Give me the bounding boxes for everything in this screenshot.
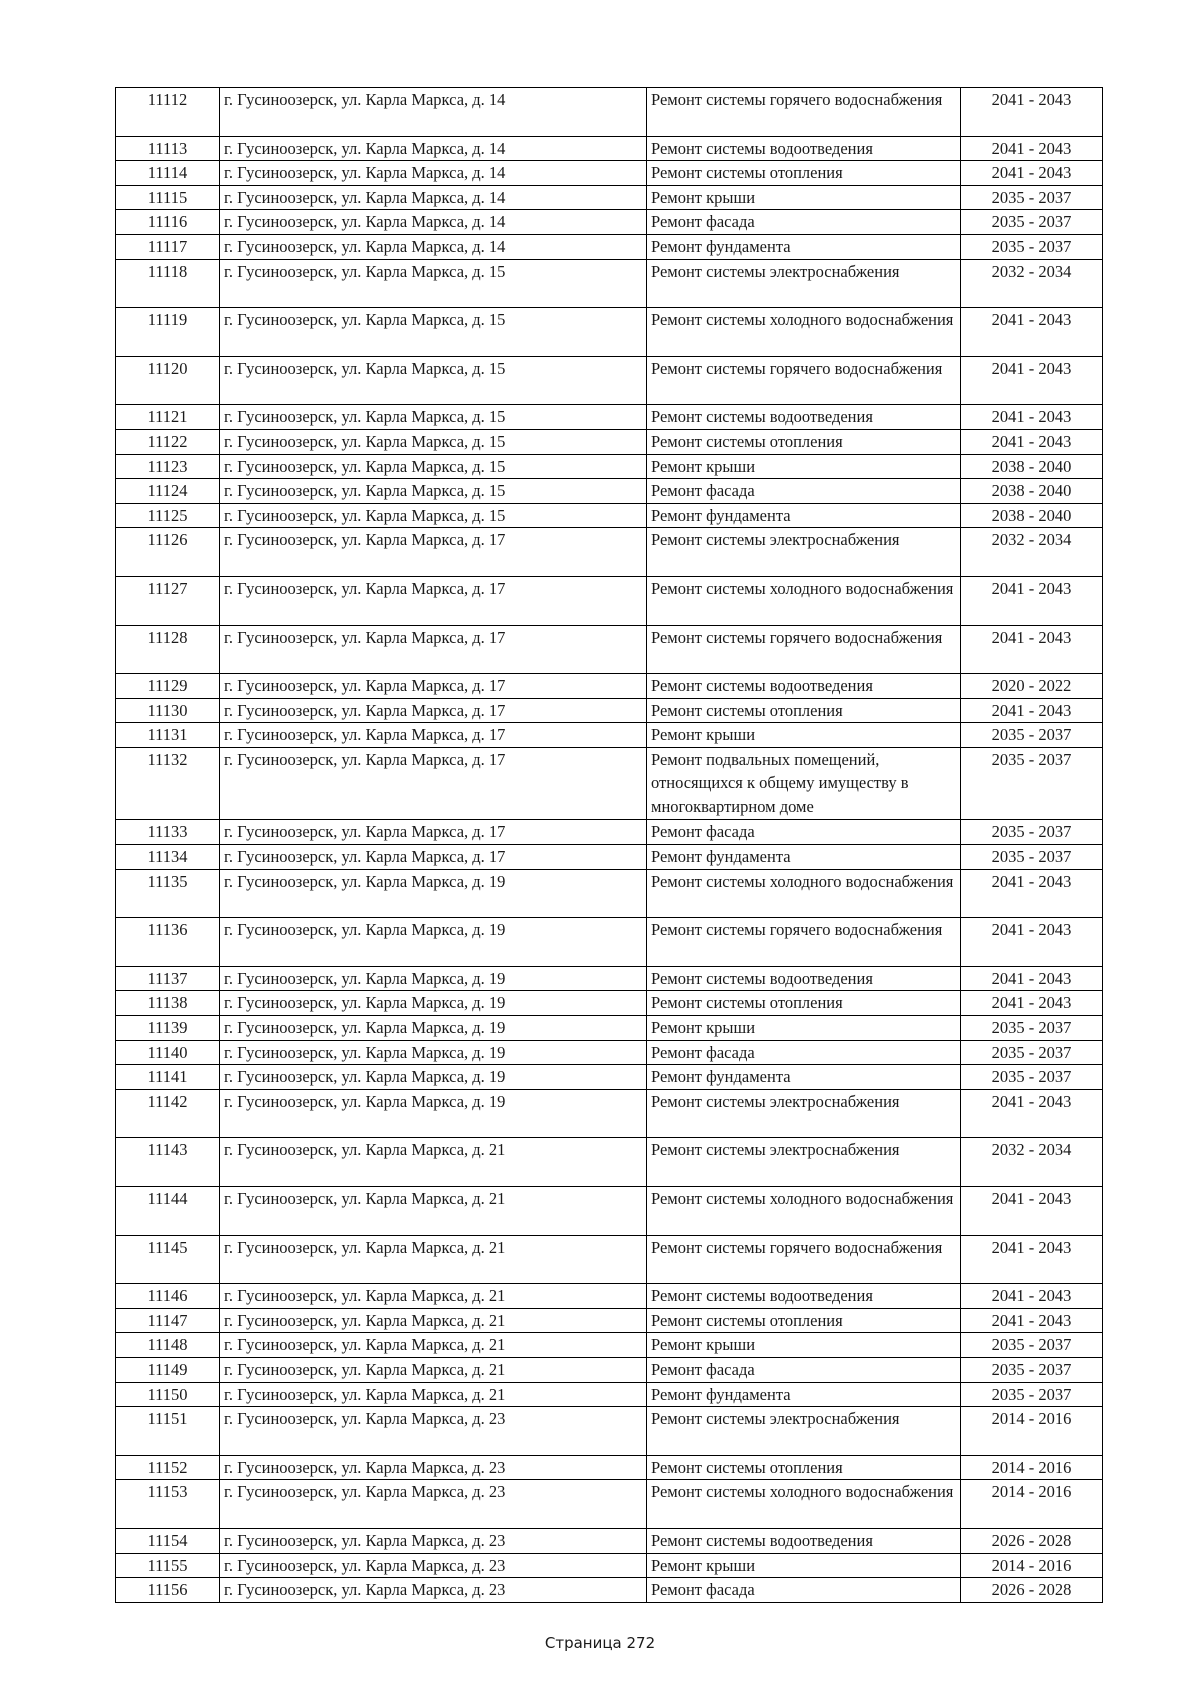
row-number: 11120: [116, 356, 220, 405]
row-address: г. Гусиноозерск, ул. Карла Маркса, д. 14: [220, 136, 647, 161]
row-work-type: Ремонт системы холодного водоснабжения: [647, 576, 961, 625]
row-number: 11124: [116, 479, 220, 504]
row-period: 2041 - 2043: [961, 625, 1103, 674]
row-work-type: Ремонт системы водоотведения: [647, 966, 961, 991]
table-body: [116, 88, 1103, 1603]
row-work-type: Ремонт крыши: [647, 1553, 961, 1578]
row-work-type: Ремонт системы электроснабжения: [647, 528, 961, 577]
row-address: г. Гусиноозерск, ул. Карла Маркса, д. 14: [220, 185, 647, 210]
row-address: г. Гусиноозерск, ул. Карла Маркса, д. 21: [220, 1308, 647, 1333]
row-period: 2041 - 2043: [961, 1308, 1103, 1333]
row-period: 2038 - 2040: [961, 503, 1103, 528]
row-period: 2041 - 2043: [961, 1235, 1103, 1284]
row-period: 2041 - 2043: [961, 88, 1103, 137]
row-work-type: Ремонт фасада: [647, 479, 961, 504]
table-row: [116, 698, 1103, 723]
row-number: 11153: [116, 1480, 220, 1529]
table-row: [116, 1235, 1103, 1284]
row-address: г. Гусиноозерск, ул. Карла Маркса, д. 14: [220, 210, 647, 235]
row-work-type: Ремонт системы водоотведения: [647, 674, 961, 699]
table-row: [116, 674, 1103, 699]
row-period: 2014 - 2016: [961, 1480, 1103, 1529]
row-work-type: Ремонт фундамента: [647, 234, 961, 259]
table-row: [116, 1357, 1103, 1382]
row-number: 11114: [116, 161, 220, 186]
row-period: 2032 - 2034: [961, 259, 1103, 308]
table-row: [116, 1040, 1103, 1065]
row-number: 11126: [116, 528, 220, 577]
row-number: 11122: [116, 429, 220, 454]
table-row: [116, 210, 1103, 235]
row-address: г. Гусиноозерск, ул. Карла Маркса, д. 21: [220, 1187, 647, 1236]
table-row: [116, 966, 1103, 991]
row-period: 2035 - 2037: [961, 820, 1103, 845]
row-number: 11131: [116, 723, 220, 748]
table-row: [116, 1578, 1103, 1603]
row-address: г. Гусиноозерск, ул. Карла Маркса, д. 19: [220, 1016, 647, 1041]
page-number: Страница 272: [544, 1634, 656, 1652]
row-address: г. Гусиноозерск, ул. Карла Маркса, д. 15: [220, 454, 647, 479]
row-address: г. Гусиноозерск, ул. Карла Маркса, д. 19: [220, 1089, 647, 1138]
row-address: г. Гусиноозерск, ул. Карла Маркса, д. 21: [220, 1235, 647, 1284]
table-row: [116, 136, 1103, 161]
repair-schedule-table: [115, 87, 1103, 1603]
row-period: 2032 - 2034: [961, 528, 1103, 577]
table-row: [116, 991, 1103, 1016]
row-period: 2041 - 2043: [961, 308, 1103, 357]
row-period: 2014 - 2016: [961, 1455, 1103, 1480]
row-period: 2041 - 2043: [961, 405, 1103, 430]
table-row: [116, 1284, 1103, 1309]
row-work-type: Ремонт системы горячего водоснабжения: [647, 88, 961, 137]
row-number: 11144: [116, 1187, 220, 1236]
row-work-type: Ремонт системы электроснабжения: [647, 1138, 961, 1187]
table-row: [116, 356, 1103, 405]
row-work-type: Ремонт подвальных помещений, относящихся к общему имуществу в многоквартирном доме: [647, 747, 961, 820]
table-row: [116, 1480, 1103, 1529]
row-number: 11128: [116, 625, 220, 674]
row-work-type: Ремонт фундамента: [647, 503, 961, 528]
row-number: 11140: [116, 1040, 220, 1065]
row-address: г. Гусиноозерск, ул. Карла Маркса, д. 14: [220, 88, 647, 137]
row-address: г. Гусиноозерск, ул. Карла Маркса, д. 15: [220, 479, 647, 504]
table-row: [116, 1187, 1103, 1236]
row-address: г. Гусиноозерск, ул. Карла Маркса, д. 17: [220, 674, 647, 699]
row-address: г. Гусиноозерск, ул. Карла Маркса, д. 19: [220, 918, 647, 967]
row-number: 11136: [116, 918, 220, 967]
row-number: 11152: [116, 1455, 220, 1480]
table-row: [116, 1333, 1103, 1358]
table-row: [116, 1016, 1103, 1041]
row-address: г. Гусиноозерск, ул. Карла Маркса, д. 21: [220, 1333, 647, 1358]
row-address: г. Гусиноозерск, ул. Карла Маркса, д. 23: [220, 1407, 647, 1456]
row-address: г. Гусиноозерск, ул. Карла Маркса, д. 14: [220, 234, 647, 259]
row-number: 11133: [116, 820, 220, 845]
row-period: 2026 - 2028: [961, 1578, 1103, 1603]
row-period: 2041 - 2043: [961, 1187, 1103, 1236]
row-work-type: Ремонт системы холодного водоснабжения: [647, 1187, 961, 1236]
row-number: 11119: [116, 308, 220, 357]
table-row: [116, 747, 1103, 820]
row-work-type: Ремонт системы холодного водоснабжения: [647, 308, 961, 357]
row-address: г. Гусиноозерск, ул. Карла Маркса, д. 17: [220, 528, 647, 577]
table-row: [116, 161, 1103, 186]
row-period: 2035 - 2037: [961, 1333, 1103, 1358]
row-number: 11125: [116, 503, 220, 528]
table-row: [116, 576, 1103, 625]
table-row: [116, 405, 1103, 430]
row-address: г. Гусиноозерск, ул. Карла Маркса, д. 17: [220, 625, 647, 674]
row-address: г. Гусиноозерск, ул. Карла Маркса, д. 23: [220, 1578, 647, 1603]
row-address: г. Гусиноозерск, ул. Карла Маркса, д. 19: [220, 1065, 647, 1090]
row-work-type: Ремонт системы электроснабжения: [647, 1407, 961, 1456]
row-work-type: Ремонт крыши: [647, 723, 961, 748]
row-work-type: Ремонт системы отопления: [647, 1455, 961, 1480]
row-period: 2041 - 2043: [961, 1284, 1103, 1309]
row-work-type: Ремонт фасада: [647, 1578, 961, 1603]
row-period: 2035 - 2037: [961, 1065, 1103, 1090]
row-number: 11137: [116, 966, 220, 991]
row-address: г. Гусиноозерск, ул. Карла Маркса, д. 17: [220, 698, 647, 723]
row-period: 2035 - 2037: [961, 723, 1103, 748]
table-row: [116, 1455, 1103, 1480]
row-number: 11130: [116, 698, 220, 723]
row-number: 11145: [116, 1235, 220, 1284]
row-period: 2035 - 2037: [961, 1040, 1103, 1065]
row-address: г. Гусиноозерск, ул. Карла Маркса, д. 19: [220, 966, 647, 991]
row-address: г. Гусиноозерск, ул. Карла Маркса, д. 15: [220, 503, 647, 528]
row-number: 11156: [116, 1578, 220, 1603]
row-work-type: Ремонт системы холодного водоснабжения: [647, 869, 961, 918]
table-row: [116, 259, 1103, 308]
table-row: [116, 869, 1103, 918]
row-number: 11121: [116, 405, 220, 430]
row-address: г. Гусиноозерск, ул. Карла Маркса, д. 21: [220, 1284, 647, 1309]
row-number: 11123: [116, 454, 220, 479]
table-row: [116, 1138, 1103, 1187]
row-address: г. Гусиноозерск, ул. Карла Маркса, д. 23: [220, 1480, 647, 1529]
row-address: г. Гусиноозерск, ул. Карла Маркса, д. 23: [220, 1455, 647, 1480]
table-row: [116, 625, 1103, 674]
row-address: г. Гусиноозерск, ул. Карла Маркса, д. 14: [220, 161, 647, 186]
row-period: 2041 - 2043: [961, 698, 1103, 723]
table-row: [116, 503, 1103, 528]
row-address: г. Гусиноозерск, ул. Карла Маркса, д. 17: [220, 820, 647, 845]
row-period: 2041 - 2043: [961, 966, 1103, 991]
row-work-type: Ремонт системы отопления: [647, 161, 961, 186]
row-number: 11116: [116, 210, 220, 235]
row-address: г. Гусиноозерск, ул. Карла Маркса, д. 21: [220, 1357, 647, 1382]
table-row: [116, 479, 1103, 504]
row-address: г. Гусиноозерск, ул. Карла Маркса, д. 19: [220, 1040, 647, 1065]
table-row: [116, 845, 1103, 870]
row-address: г. Гусиноозерск, ул. Карла Маркса, д. 17: [220, 845, 647, 870]
row-period: 2041 - 2043: [961, 136, 1103, 161]
table-row: [116, 454, 1103, 479]
row-work-type: Ремонт системы горячего водоснабжения: [647, 918, 961, 967]
table-row: [116, 723, 1103, 748]
row-work-type: Ремонт системы горячего водоснабжения: [647, 625, 961, 674]
row-period: 2035 - 2037: [961, 1357, 1103, 1382]
row-period: 2041 - 2043: [961, 918, 1103, 967]
row-address: г. Гусиноозерск, ул. Карла Маркса, д. 15: [220, 405, 647, 430]
row-work-type: Ремонт системы электроснабжения: [647, 1089, 961, 1138]
row-number: 11151: [116, 1407, 220, 1456]
row-work-type: Ремонт системы водоотведения: [647, 1528, 961, 1553]
row-number: 11146: [116, 1284, 220, 1309]
row-work-type: Ремонт фундамента: [647, 845, 961, 870]
row-number: 11141: [116, 1065, 220, 1090]
row-number: 11150: [116, 1382, 220, 1407]
row-number: 11115: [116, 185, 220, 210]
table-row: [116, 1308, 1103, 1333]
row-period: 2035 - 2037: [961, 185, 1103, 210]
row-work-type: Ремонт системы водоотведения: [647, 1284, 961, 1309]
table-row: [116, 1382, 1103, 1407]
row-period: 2032 - 2034: [961, 1138, 1103, 1187]
row-work-type: Ремонт фасада: [647, 1040, 961, 1065]
row-work-type: Ремонт системы отопления: [647, 429, 961, 454]
table-row: [116, 1065, 1103, 1090]
row-address: г. Гусиноозерск, ул. Карла Маркса, д. 17: [220, 747, 647, 820]
table-row: [116, 429, 1103, 454]
row-period: 2041 - 2043: [961, 356, 1103, 405]
row-number: 11148: [116, 1333, 220, 1358]
row-number: 11155: [116, 1553, 220, 1578]
row-work-type: Ремонт крыши: [647, 454, 961, 479]
row-work-type: Ремонт системы холодного водоснабжения: [647, 1480, 961, 1529]
row-number: 11138: [116, 991, 220, 1016]
row-number: 11154: [116, 1528, 220, 1553]
row-address: г. Гусиноозерск, ул. Карла Маркса, д. 23: [220, 1553, 647, 1578]
row-address: г. Гусиноозерск, ул. Карла Маркса, д. 21: [220, 1382, 647, 1407]
row-number: 11142: [116, 1089, 220, 1138]
row-work-type: Ремонт крыши: [647, 185, 961, 210]
row-number: 11139: [116, 1016, 220, 1041]
table-row: [116, 820, 1103, 845]
row-work-type: Ремонт системы водоотведения: [647, 136, 961, 161]
row-period: 2014 - 2016: [961, 1407, 1103, 1456]
row-period: 2038 - 2040: [961, 454, 1103, 479]
row-number: 11135: [116, 869, 220, 918]
table-row: [116, 1553, 1103, 1578]
row-number: 11147: [116, 1308, 220, 1333]
table-row: [116, 1089, 1103, 1138]
row-period: 2035 - 2037: [961, 1016, 1103, 1041]
row-number: 11113: [116, 136, 220, 161]
row-work-type: Ремонт системы отопления: [647, 991, 961, 1016]
row-period: 2041 - 2043: [961, 161, 1103, 186]
row-address: г. Гусиноозерск, ул. Карла Маркса, д. 15: [220, 429, 647, 454]
row-address: г. Гусиноозерск, ул. Карла Маркса, д. 19: [220, 869, 647, 918]
row-period: 2038 - 2040: [961, 479, 1103, 504]
row-work-type: Ремонт системы отопления: [647, 1308, 961, 1333]
row-period: 2035 - 2037: [961, 747, 1103, 820]
row-work-type: Ремонт системы электроснабжения: [647, 259, 961, 308]
row-address: г. Гусиноозерск, ул. Карла Маркса, д. 21: [220, 1138, 647, 1187]
row-work-type: Ремонт системы горячего водоснабжения: [647, 1235, 961, 1284]
row-number: 11112: [116, 88, 220, 137]
row-number: 11149: [116, 1357, 220, 1382]
row-address: г. Гусиноозерск, ул. Карла Маркса, д. 17: [220, 723, 647, 748]
row-address: г. Гусиноозерск, ул. Карла Маркса, д. 23: [220, 1528, 647, 1553]
row-work-type: Ремонт фундамента: [647, 1065, 961, 1090]
row-address: г. Гусиноозерск, ул. Карла Маркса, д. 19: [220, 991, 647, 1016]
row-period: 2041 - 2043: [961, 991, 1103, 1016]
row-period: 2041 - 2043: [961, 429, 1103, 454]
row-number: 11127: [116, 576, 220, 625]
table-row: [116, 185, 1103, 210]
table-row: [116, 1407, 1103, 1456]
table-row: [116, 1528, 1103, 1553]
row-number: 11134: [116, 845, 220, 870]
row-number: 11118: [116, 259, 220, 308]
row-address: г. Гусиноозерск, ул. Карла Маркса, д. 15: [220, 308, 647, 357]
row-work-type: Ремонт системы отопления: [647, 698, 961, 723]
row-period: 2035 - 2037: [961, 1382, 1103, 1407]
table-row: [116, 918, 1103, 967]
row-number: 11132: [116, 747, 220, 820]
row-work-type: Ремонт фасада: [647, 820, 961, 845]
table-row: [116, 308, 1103, 357]
row-work-type: Ремонт фасада: [647, 1357, 961, 1382]
row-period: 2026 - 2028: [961, 1528, 1103, 1553]
table-row: [116, 88, 1103, 137]
row-period: 2041 - 2043: [961, 1089, 1103, 1138]
table-row: [116, 234, 1103, 259]
row-period: 2035 - 2037: [961, 210, 1103, 235]
row-period: 2041 - 2043: [961, 869, 1103, 918]
row-work-type: Ремонт фасада: [647, 210, 961, 235]
row-number: 11143: [116, 1138, 220, 1187]
row-address: г. Гусиноозерск, ул. Карла Маркса, д. 15: [220, 259, 647, 308]
row-address: г. Гусиноозерск, ул. Карла Маркса, д. 15: [220, 356, 647, 405]
table-row: [116, 528, 1103, 577]
row-work-type: Ремонт крыши: [647, 1333, 961, 1358]
row-number: 11117: [116, 234, 220, 259]
row-work-type: Ремонт крыши: [647, 1016, 961, 1041]
row-number: 11129: [116, 674, 220, 699]
row-period: 2035 - 2037: [961, 234, 1103, 259]
row-period: 2035 - 2037: [961, 845, 1103, 870]
row-work-type: Ремонт фундамента: [647, 1382, 961, 1407]
row-work-type: Ремонт системы горячего водоснабжения: [647, 356, 961, 405]
row-period: 2014 - 2016: [961, 1553, 1103, 1578]
row-period: 2020 - 2022: [961, 674, 1103, 699]
row-work-type: Ремонт системы водоотведения: [647, 405, 961, 430]
row-period: 2041 - 2043: [961, 576, 1103, 625]
row-address: г. Гусиноозерск, ул. Карла Маркса, д. 17: [220, 576, 647, 625]
